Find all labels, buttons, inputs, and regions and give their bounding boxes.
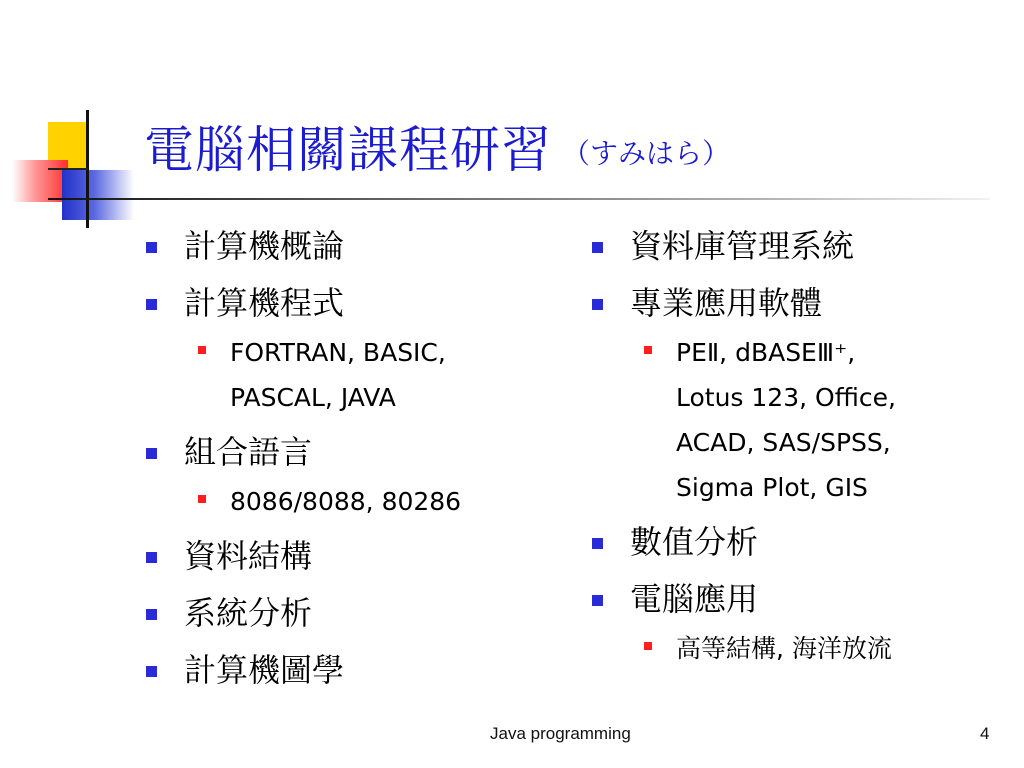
square-bullet-icon [644,346,652,354]
list-item-text: 計算機概論 [184,227,345,265]
sub-list-item-text: 高等結構, 海洋放流 [676,634,892,663]
list-item [142,646,562,694]
logo-blue-block [62,170,134,220]
slide-title [144,118,730,182]
right-column [588,222,1008,679]
square-bullet-icon [198,346,206,354]
sub-list-item-text: FORTRAN, BASIC, PASCAL, JAVA [230,338,446,412]
list-item [142,279,562,327]
list-item [142,589,562,637]
title-main: 電腦相關課程研習 [144,121,552,179]
list-item [142,428,562,476]
sub-list-item-text: PEⅡ, dBASEⅢ⁺, Lotus 123, Office, ACAD, SAS/SPSS, Sigma Plot, GIS [676,338,896,502]
sub-list-item [588,330,1008,510]
list-item-text: 資料庫管理系統 [630,227,855,265]
square-bullet-icon [146,666,157,677]
list-item-text: 資料結構 [184,537,313,575]
list-item [588,222,1008,270]
sub-list-item [588,626,1008,671]
list-item-text: 計算機程式 [184,284,345,322]
list-item [142,532,562,580]
sub-list-item-text: 8086/8088, 80286 [230,487,462,516]
left-column [142,222,562,703]
list-item-text: 數值分析 [630,523,759,561]
list-item [142,222,562,270]
list-item [588,279,1008,327]
logo-short-line [48,168,88,170]
sub-list-item [142,479,562,524]
title-underline [48,198,990,200]
list-item-text: 計算機圖學 [184,651,345,689]
page-number: 4 [980,724,990,743]
list-item-text: 組合語言 [184,433,313,471]
list-item-text: 專業應用軟體 [630,284,823,322]
title-sub: （すみはら） [562,137,731,170]
square-bullet-icon [198,495,206,503]
square-bullet-icon [146,242,157,253]
square-bullet-icon [644,642,652,650]
list-item [588,575,1008,623]
square-bullet-icon [146,552,157,563]
sub-list-item [142,330,562,420]
list-item-text: 電腦應用 [630,580,759,618]
list-item [588,518,1008,566]
square-bullet-icon [146,299,157,310]
square-bullet-icon [592,538,603,549]
square-bullet-icon [146,448,157,459]
square-bullet-icon [592,299,603,310]
square-bullet-icon [146,609,157,620]
square-bullet-icon [592,242,603,253]
square-bullet-icon [592,595,603,606]
logo-red-block [12,160,68,202]
list-item-text: 系統分析 [184,594,313,632]
footer-title: Java programming [490,724,631,743]
